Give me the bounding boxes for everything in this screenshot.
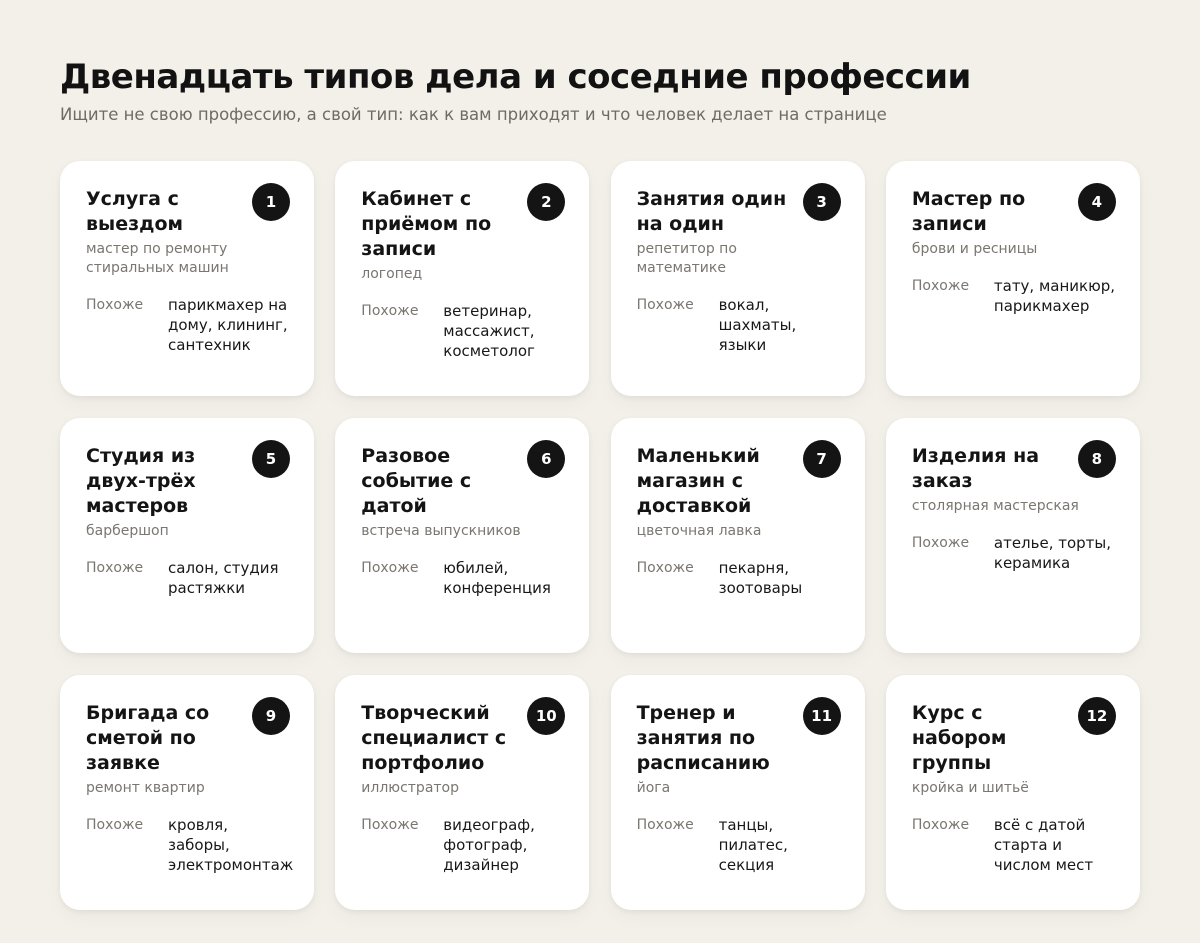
similar-label: Похоже	[911, 535, 970, 551]
number-badge: 6	[527, 440, 565, 478]
type-card-7	[611, 418, 865, 653]
similar-row	[637, 815, 845, 875]
similar-row	[86, 815, 294, 875]
similar-label: Похоже	[361, 560, 419, 576]
number-badge: 4	[1078, 183, 1116, 221]
similar-row	[637, 558, 845, 598]
number-badge: 9	[252, 697, 290, 735]
similar-row	[912, 815, 1120, 875]
number-badge: 7	[803, 440, 841, 478]
card-example: мастер по ремонту стиральных машин	[86, 241, 229, 276]
card-example: барбершоп	[86, 523, 169, 539]
similar-value: тату, маникюр, парикмахер	[993, 277, 1116, 315]
card-example: ремонт квартир	[86, 780, 205, 796]
similar-label: Похоже	[636, 297, 694, 313]
card-example: репетитор по математике	[636, 241, 737, 276]
card-title: Маленький магазин с доставкой	[636, 445, 760, 517]
card-title: Бригада со сметой по заявке	[86, 702, 210, 774]
card-title: Изделия на заказ	[911, 445, 1040, 492]
similar-value: парикмахер на дому, клининг, сантехник	[168, 296, 288, 354]
type-card-5	[60, 418, 314, 653]
similar-label: Похоже	[636, 560, 694, 576]
similar-value: танцы, пилатес, секция	[718, 816, 788, 874]
similar-row	[637, 295, 845, 355]
card-title: Разовое событие с датой	[361, 445, 472, 517]
similar-value: кровля, заборы, электромонтаж	[168, 816, 294, 874]
number-badge: 3	[803, 183, 841, 221]
similar-label: Похоже	[911, 817, 970, 833]
type-card-2	[335, 161, 589, 396]
card-title: Курс с набором группы	[911, 702, 1007, 774]
type-card-9	[60, 675, 314, 910]
type-card-1	[60, 161, 314, 396]
card-title: Занятия один на один	[636, 188, 787, 235]
similar-value: салон, студия растяжки	[168, 559, 279, 597]
page-title: Двенадцать типов дела и соседние профессии	[60, 57, 971, 97]
similar-value: всё с датой старта и числом мест	[993, 816, 1094, 874]
card-example: столярная мастерская	[911, 498, 1079, 514]
card-example: кройка и шитьё	[911, 780, 1029, 796]
type-card-8	[886, 418, 1140, 653]
similar-row	[86, 295, 294, 355]
card-example: йога	[636, 780, 671, 796]
card-title: Кабинет с приёмом по записи	[361, 188, 492, 260]
card-example: встреча выпускников	[361, 523, 521, 539]
number-badge: 5	[252, 440, 290, 478]
card-example: логопед	[361, 266, 423, 282]
similar-value: ателье, торты, керамика	[993, 534, 1112, 572]
similar-label: Похоже	[636, 817, 694, 833]
card-title: Услуга с выездом	[86, 188, 184, 235]
similar-label: Похоже	[361, 303, 419, 319]
type-card-6	[335, 418, 589, 653]
similar-row	[86, 558, 294, 598]
number-badge: 2	[527, 183, 565, 221]
similar-label: Похоже	[86, 817, 144, 833]
similar-value: ветеринар, массажист, косметолог	[443, 302, 535, 360]
similar-value: пекарня, зоотовары	[718, 559, 803, 597]
number-badge: 12	[1078, 697, 1116, 735]
number-badge: 10	[527, 697, 565, 735]
number-badge: 8	[1078, 440, 1116, 478]
similar-row	[912, 533, 1120, 573]
business-types-grid	[60, 161, 1140, 910]
number-badge: 1	[252, 183, 290, 221]
similar-row	[912, 276, 1120, 316]
similar-value: юбилей, конференция	[443, 559, 551, 597]
card-title: Мастер по записи	[911, 188, 1026, 235]
similar-row	[361, 815, 569, 875]
type-card-12	[886, 675, 1140, 910]
page-header	[60, 56, 1140, 126]
type-card-10	[335, 675, 589, 910]
card-title: Студия из двух-трёх мастеров	[86, 445, 196, 517]
page-subtitle: Ищите не свою профессию, а свой тип: как к вам приходят и что человек делает на странице	[60, 105, 887, 124]
similar-value: видеограф, фотограф, дизайнер	[443, 816, 535, 874]
card-title: Тренер и занятия по расписанию	[636, 702, 770, 774]
type-card-11	[611, 675, 865, 910]
similar-label: Похоже	[86, 560, 144, 576]
card-example: иллюстратор	[361, 780, 460, 796]
similar-row	[361, 301, 569, 361]
card-example: цветочная лавка	[636, 523, 762, 539]
similar-label: Похоже	[911, 278, 970, 294]
similar-row	[361, 558, 569, 598]
number-badge: 11	[803, 697, 841, 735]
similar-value: вокал, шахматы, языки	[718, 296, 797, 354]
similar-label: Похоже	[361, 817, 419, 833]
card-title: Творческий специалист с портфолио	[361, 702, 507, 774]
card-example: брови и ресницы	[911, 241, 1038, 257]
similar-label: Похоже	[86, 297, 144, 313]
type-card-4	[886, 161, 1140, 396]
type-card-3	[611, 161, 865, 396]
